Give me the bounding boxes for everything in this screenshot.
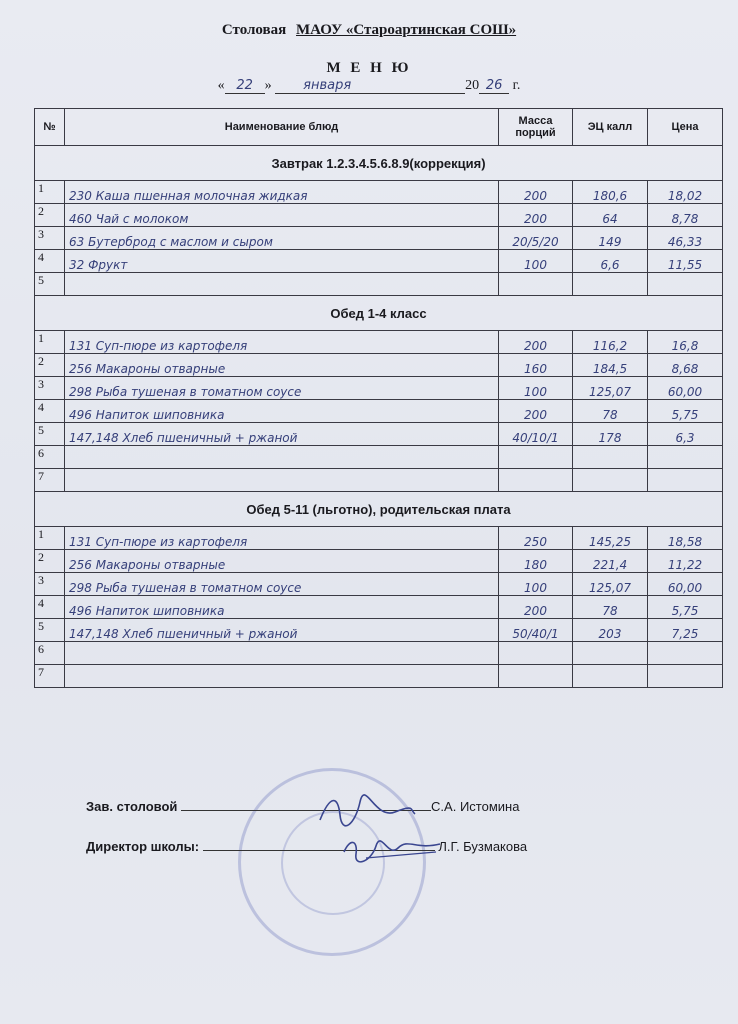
- table-row: [35, 446, 723, 469]
- dish-mass: 200: [499, 331, 573, 354]
- director-name: Л.Г. Бузмакова: [438, 839, 528, 854]
- dish-name: 131 Суп-пюре из картофеля: [65, 527, 499, 550]
- table-row: [35, 573, 723, 596]
- row-number: 4: [35, 596, 65, 619]
- dish-kcal: 78: [573, 400, 648, 423]
- section-title: Обед 5-11 (льготно), родительская плата: [35, 492, 723, 527]
- row-number: 4: [35, 250, 65, 273]
- dish-price: 6,3: [648, 423, 723, 446]
- dish-kcal: 180,6: [573, 181, 648, 204]
- dish-price: 7,25: [648, 619, 723, 642]
- dish-mass: 100: [499, 377, 573, 400]
- dish-name: [65, 469, 499, 492]
- dish-name: [65, 642, 499, 665]
- row-number: 1: [35, 527, 65, 550]
- dish-price: [648, 665, 723, 688]
- row-number: 1: [35, 331, 65, 354]
- col-header-price: Цена: [648, 109, 723, 146]
- section-title: Завтрак 1.2.3.4.5.6.8.9(коррекция): [35, 146, 723, 181]
- dish-mass: [499, 665, 573, 688]
- row-number: 7: [35, 665, 65, 688]
- dish-mass: 100: [499, 250, 573, 273]
- director-signature: [336, 832, 446, 872]
- dish-mass: 50/40/1: [499, 619, 573, 642]
- dish-price: 11,22: [648, 550, 723, 573]
- dish-name: 230 Каша пшенная молочная жидкая: [65, 181, 499, 204]
- dish-mass: [499, 273, 573, 296]
- menu-body: [35, 146, 723, 688]
- dish-mass: [499, 642, 573, 665]
- date-year-prefix: 20: [465, 78, 480, 93]
- table-row: [35, 181, 723, 204]
- dish-kcal: [573, 446, 648, 469]
- dish-mass: 180: [499, 550, 573, 573]
- dish-kcal: 116,2: [573, 331, 648, 354]
- org-prefix: Столовая: [221, 22, 287, 38]
- section-header-row: [35, 146, 723, 181]
- dish-price: 8,78: [648, 204, 723, 227]
- row-number: 2: [35, 550, 65, 573]
- table-row: [35, 204, 723, 227]
- canteen-signature: [300, 790, 420, 830]
- row-number: 6: [35, 642, 65, 665]
- row-number: 3: [35, 377, 65, 400]
- table-row: [35, 619, 723, 642]
- org-name: МАОУ «Староартинская СОШ»: [296, 22, 517, 38]
- dish-price: 5,75: [648, 596, 723, 619]
- dish-name: 298 Рыба тушеная в томатном соусе: [65, 377, 499, 400]
- table-row: [35, 273, 723, 296]
- col-header-kcal: ЭЦ калл: [573, 109, 648, 146]
- col-header-mass: Масса порций: [499, 109, 573, 146]
- row-number: 7: [35, 469, 65, 492]
- table-header-row: [35, 109, 723, 146]
- dish-name: 298 Рыба тушеная в томатном соусе: [65, 573, 499, 596]
- dish-kcal: [573, 273, 648, 296]
- dish-kcal: 145,25: [573, 527, 648, 550]
- dish-mass: 20/5/20: [499, 227, 573, 250]
- row-number: 5: [35, 273, 65, 296]
- dish-price: 60,00: [648, 573, 723, 596]
- dish-mass: 200: [499, 181, 573, 204]
- row-number: 4: [35, 400, 65, 423]
- row-number: 1: [35, 181, 65, 204]
- dish-kcal: 6,6: [573, 250, 648, 273]
- row-number: 3: [35, 227, 65, 250]
- table-row: [35, 250, 723, 273]
- dish-name: 460 Чай с молоком: [65, 204, 499, 227]
- row-number: 5: [35, 423, 65, 446]
- dish-kcal: 149: [573, 227, 648, 250]
- dish-kcal: [573, 665, 648, 688]
- col-header-name: Наименование блюд: [65, 109, 499, 146]
- row-number: 3: [35, 573, 65, 596]
- table-row: [35, 642, 723, 665]
- dish-name: [65, 273, 499, 296]
- dish-mass: 250: [499, 527, 573, 550]
- page-title: М Е Н Ю: [326, 60, 412, 76]
- table-row: [35, 596, 723, 619]
- dish-price: [648, 273, 723, 296]
- row-number: 6: [35, 446, 65, 469]
- col-header-num: №: [35, 109, 65, 146]
- director-sign-row: [86, 836, 527, 876]
- dish-price: 16,8: [648, 331, 723, 354]
- date-open-quote: «: [217, 78, 225, 93]
- dish-kcal: 125,07: [573, 377, 648, 400]
- dish-mass: 160: [499, 354, 573, 377]
- dish-name: 256 Макароны отварные: [65, 550, 499, 573]
- table-row: [35, 354, 723, 377]
- dish-name: [65, 665, 499, 688]
- dish-name: 496 Напиток шиповника: [65, 596, 499, 619]
- dish-mass: 100: [499, 573, 573, 596]
- dish-mass: 200: [499, 204, 573, 227]
- dish-price: [648, 642, 723, 665]
- dish-mass: [499, 446, 573, 469]
- dish-kcal: [573, 469, 648, 492]
- dish-name: 63 Бутерброд с маслом и сыром: [65, 227, 499, 250]
- dish-kcal: 64: [573, 204, 648, 227]
- dish-kcal: 78: [573, 596, 648, 619]
- director-label: Директор школы:: [86, 839, 200, 854]
- table-row: [35, 469, 723, 492]
- table-row: [35, 331, 723, 354]
- dish-price: 18,02: [648, 181, 723, 204]
- dish-price: 5,75: [648, 400, 723, 423]
- dish-name: 131 Суп-пюре из картофеля: [65, 331, 499, 354]
- dish-mass: 40/10/1: [499, 423, 573, 446]
- table-row: [35, 665, 723, 688]
- row-number: 2: [35, 204, 65, 227]
- dish-kcal: 203: [573, 619, 648, 642]
- dish-name: 147,148 Хлеб пшеничный + ржаной: [65, 619, 499, 642]
- table-row: [35, 227, 723, 250]
- date-line: [0, 78, 738, 94]
- table-row: [35, 400, 723, 423]
- dish-name: [65, 446, 499, 469]
- dish-kcal: 125,07: [573, 573, 648, 596]
- dish-price: 8,68: [648, 354, 723, 377]
- row-number: 2: [35, 354, 65, 377]
- dish-kcal: 221,4: [573, 550, 648, 573]
- dish-mass: [499, 469, 573, 492]
- dish-name: 496 Напиток шиповника: [65, 400, 499, 423]
- dish-name: 256 Макароны отварные: [65, 354, 499, 377]
- dish-price: 46,33: [648, 227, 723, 250]
- table-row: [35, 377, 723, 400]
- dish-price: 18,58: [648, 527, 723, 550]
- menu-table: [34, 108, 723, 688]
- date-close-quote: »: [264, 78, 272, 93]
- dish-price: 11,55: [648, 250, 723, 273]
- table-row: [35, 527, 723, 550]
- canteen-label: Зав. столовой: [86, 799, 178, 814]
- date-year: 26: [479, 78, 509, 94]
- section-header-row: [35, 492, 723, 527]
- dish-price: [648, 446, 723, 469]
- dish-mass: 200: [499, 596, 573, 619]
- section-header-row: [35, 296, 723, 331]
- dish-price: 60,00: [648, 377, 723, 400]
- dish-name: 32 Фрукт: [65, 250, 499, 273]
- section-title: Обед 1-4 класс: [35, 296, 723, 331]
- row-number: 5: [35, 619, 65, 642]
- org-title: [0, 22, 738, 39]
- dish-kcal: 178: [573, 423, 648, 446]
- dish-name: 147,148 Хлеб пшеничный + ржаной: [65, 423, 499, 446]
- table-row: [35, 550, 723, 573]
- table-row: [35, 423, 723, 446]
- date-month: января: [275, 78, 465, 94]
- dish-kcal: 184,5: [573, 354, 648, 377]
- date-day: 22: [225, 78, 265, 94]
- dish-mass: 200: [499, 400, 573, 423]
- dish-kcal: [573, 642, 648, 665]
- dish-price: [648, 469, 723, 492]
- date-suffix: г.: [512, 78, 521, 93]
- canteen-name: С.А. Истомина: [431, 799, 520, 814]
